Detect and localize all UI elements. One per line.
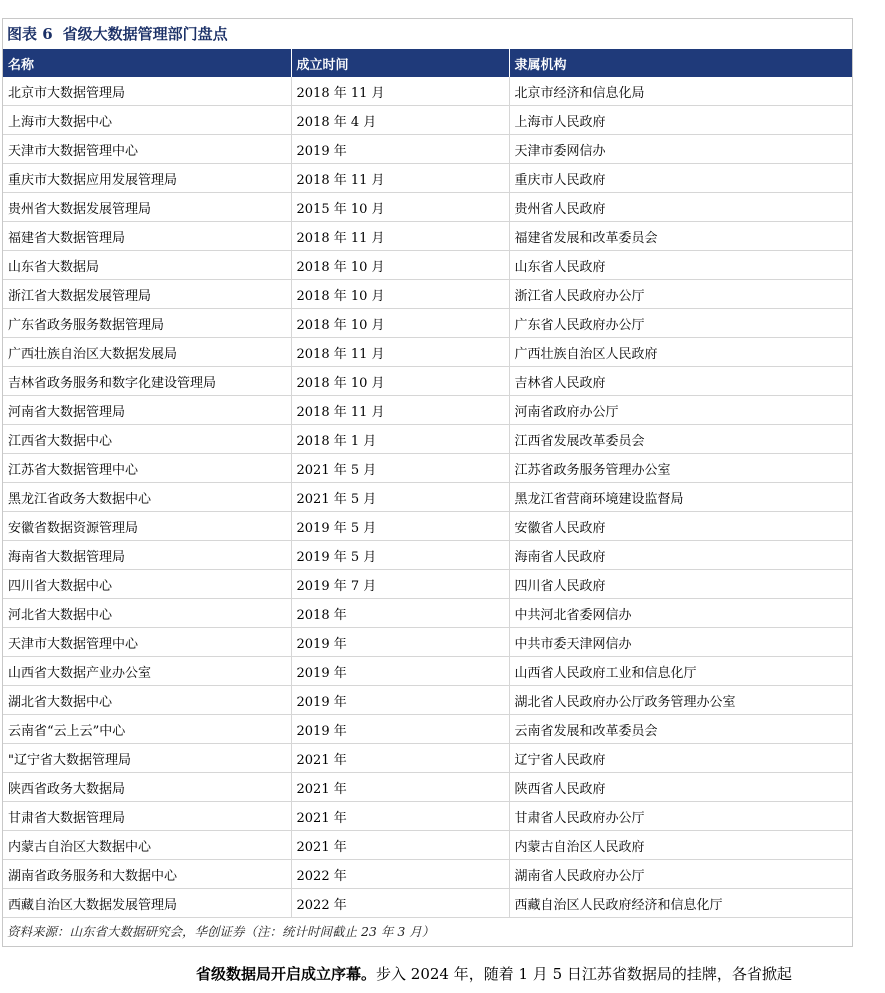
cell-established: 2019 年 bbox=[291, 628, 509, 657]
cell-affiliation: 海南省人民政府 bbox=[509, 541, 852, 570]
table-row bbox=[3, 251, 852, 280]
figure-label: 图表 6 bbox=[7, 25, 53, 43]
cell-affiliation: 中共河北省委网信办 bbox=[509, 599, 852, 628]
cell-affiliation: 山西省人民政府工业和信息化厅 bbox=[509, 657, 852, 686]
source-note: 资料来源：山东省大数据研究会，华创证券（注：统计时间截止 23 年 3 月） bbox=[7, 924, 435, 939]
cell-name: 四川省大数据中心 bbox=[3, 570, 291, 599]
table-row bbox=[3, 280, 852, 309]
table-row bbox=[3, 367, 852, 396]
cell-established: 2018 年 11 月 bbox=[291, 164, 509, 193]
cell-established: 2019 年 bbox=[291, 657, 509, 686]
cell-name: 安徽省数据资源管理局 bbox=[3, 512, 291, 541]
table-row bbox=[3, 483, 852, 512]
cell-name: 陕西省政务大数据局 bbox=[3, 773, 291, 802]
cell-established: 2019 年 bbox=[291, 715, 509, 744]
cell-established: 2022 年 bbox=[291, 860, 509, 889]
cell-affiliation: 河南省政府办公厅 bbox=[509, 396, 852, 425]
cell-affiliation: 山东省人民政府 bbox=[509, 251, 852, 280]
cell-established: 2021 年 bbox=[291, 802, 509, 831]
cell-name: 江西省大数据中心 bbox=[3, 425, 291, 454]
cell-established: 2018 年 11 月 bbox=[291, 338, 509, 367]
cell-affiliation: 黑龙江省营商环境建设监督局 bbox=[509, 483, 852, 512]
cell-name: 黑龙江省政务大数据中心 bbox=[3, 483, 291, 512]
table-row bbox=[3, 744, 852, 773]
cell-affiliation: 江西省发展改革委员会 bbox=[509, 425, 852, 454]
table-row bbox=[3, 106, 852, 135]
cell-name: 福建省大数据管理局 bbox=[3, 222, 291, 251]
cell-established: 2018 年 bbox=[291, 599, 509, 628]
table-row bbox=[3, 309, 852, 338]
cell-affiliation: 广西壮族自治区人民政府 bbox=[509, 338, 852, 367]
cell-affiliation: 安徽省人民政府 bbox=[509, 512, 852, 541]
table-title bbox=[3, 19, 852, 49]
table-row bbox=[3, 570, 852, 599]
cell-name: 湖南省政务服务和大数据中心 bbox=[3, 860, 291, 889]
table-row bbox=[3, 541, 852, 570]
cell-established: 2021 年 bbox=[291, 744, 509, 773]
body-paragraph bbox=[196, 962, 856, 986]
table-row bbox=[3, 77, 852, 106]
cell-name: 天津市大数据管理中心 bbox=[3, 628, 291, 657]
paragraph-text: 步入 2024 年，随着 1 月 5 日江苏省数据局的挂牌，各省掀起 bbox=[376, 965, 792, 983]
cell-name: 西藏自治区大数据发展管理局 bbox=[3, 889, 291, 918]
cell-established: 2018 年 10 月 bbox=[291, 251, 509, 280]
cell-name: 甘肃省大数据管理局 bbox=[3, 802, 291, 831]
table-row bbox=[3, 338, 852, 367]
cell-affiliation: 浙江省人民政府办公厅 bbox=[509, 280, 852, 309]
cell-established: 2021 年 5 月 bbox=[291, 454, 509, 483]
cell-affiliation: 吉林省人民政府 bbox=[509, 367, 852, 396]
table-row bbox=[3, 860, 852, 889]
cell-name: 浙江省大数据发展管理局 bbox=[3, 280, 291, 309]
cell-affiliation: 辽宁省人民政府 bbox=[509, 744, 852, 773]
cell-affiliation: 西藏自治区人民政府经济和信息化厅 bbox=[509, 889, 852, 918]
cell-established: 2021 年 bbox=[291, 773, 509, 802]
cell-name: 天津市大数据管理中心 bbox=[3, 135, 291, 164]
table-row bbox=[3, 222, 852, 251]
cell-affiliation: 陕西省人民政府 bbox=[509, 773, 852, 802]
cell-established: 2019 年 bbox=[291, 135, 509, 164]
header-name: 名称 bbox=[3, 49, 291, 77]
table-row bbox=[3, 831, 852, 860]
cell-name: "辽宁省大数据管理局 bbox=[3, 744, 291, 773]
cell-name: 内蒙古自治区大数据中心 bbox=[3, 831, 291, 860]
cell-name: 湖北省大数据中心 bbox=[3, 686, 291, 715]
cell-established: 2018 年 10 月 bbox=[291, 280, 509, 309]
cell-affiliation: 内蒙古自治区人民政府 bbox=[509, 831, 852, 860]
cell-established: 2019 年 5 月 bbox=[291, 541, 509, 570]
cell-name: 北京市大数据管理局 bbox=[3, 77, 291, 106]
cell-established: 2018 年 1 月 bbox=[291, 425, 509, 454]
cell-name: 江苏省大数据管理中心 bbox=[3, 454, 291, 483]
table-row bbox=[3, 686, 852, 715]
table-panel bbox=[2, 18, 853, 947]
cell-affiliation: 湖南省人民政府办公厅 bbox=[509, 860, 852, 889]
table-row bbox=[3, 396, 852, 425]
cell-name: 河南省大数据管理局 bbox=[3, 396, 291, 425]
cell-established: 2018 年 11 月 bbox=[291, 222, 509, 251]
table-row bbox=[3, 193, 852, 222]
cell-established: 2019 年 5 月 bbox=[291, 512, 509, 541]
cell-established: 2018 年 11 月 bbox=[291, 77, 509, 106]
table-row bbox=[3, 164, 852, 193]
cell-name: 河北省大数据中心 bbox=[3, 599, 291, 628]
data-table bbox=[3, 49, 852, 918]
cell-established: 2019 年 7 月 bbox=[291, 570, 509, 599]
cell-name: 山西省大数据产业办公室 bbox=[3, 657, 291, 686]
paragraph-lead: 省级数据局开启成立序幕。 bbox=[196, 965, 377, 983]
cell-established: 2018 年 10 月 bbox=[291, 367, 509, 396]
table-row bbox=[3, 773, 852, 802]
cell-name: 上海市大数据中心 bbox=[3, 106, 291, 135]
cell-established: 2021 年 bbox=[291, 831, 509, 860]
header-affiliation: 隶属机构 bbox=[509, 49, 852, 77]
table-row bbox=[3, 425, 852, 454]
cell-established: 2015 年 10 月 bbox=[291, 193, 509, 222]
cell-name: 海南省大数据管理局 bbox=[3, 541, 291, 570]
table-row bbox=[3, 802, 852, 831]
cell-established: 2021 年 5 月 bbox=[291, 483, 509, 512]
table-row bbox=[3, 889, 852, 918]
table-row bbox=[3, 512, 852, 541]
table-body bbox=[3, 77, 852, 918]
cell-name: 贵州省大数据发展管理局 bbox=[3, 193, 291, 222]
table-row bbox=[3, 715, 852, 744]
table-row bbox=[3, 454, 852, 483]
cell-name: 广西壮族自治区大数据发展局 bbox=[3, 338, 291, 367]
cell-name: 吉林省政务服务和数字化建设管理局 bbox=[3, 367, 291, 396]
cell-affiliation: 广东省人民政府办公厅 bbox=[509, 309, 852, 338]
cell-established: 2019 年 bbox=[291, 686, 509, 715]
table-header-row bbox=[3, 49, 852, 77]
cell-name: 重庆市大数据应用发展管理局 bbox=[3, 164, 291, 193]
cell-affiliation: 上海市人民政府 bbox=[509, 106, 852, 135]
table-row bbox=[3, 657, 852, 686]
table-row bbox=[3, 599, 852, 628]
cell-name: 云南省“云上云”中心 bbox=[3, 715, 291, 744]
cell-affiliation: 甘肃省人民政府办公厅 bbox=[509, 802, 852, 831]
cell-affiliation: 天津市委网信办 bbox=[509, 135, 852, 164]
cell-established: 2022 年 bbox=[291, 889, 509, 918]
header-established: 成立时间 bbox=[291, 49, 509, 77]
cell-affiliation: 江苏省政务服务管理办公室 bbox=[509, 454, 852, 483]
table-row bbox=[3, 628, 852, 657]
cell-established: 2018 年 4 月 bbox=[291, 106, 509, 135]
cell-name: 山东省大数据局 bbox=[3, 251, 291, 280]
cell-affiliation: 贵州省人民政府 bbox=[509, 193, 852, 222]
cell-established: 2018 年 10 月 bbox=[291, 309, 509, 338]
figure-caption: 省级大数据管理部门盘点 bbox=[62, 25, 228, 43]
cell-affiliation: 中共市委天津网信办 bbox=[509, 628, 852, 657]
cell-affiliation: 四川省人民政府 bbox=[509, 570, 852, 599]
cell-name: 广东省政务服务数据管理局 bbox=[3, 309, 291, 338]
cell-affiliation: 福建省发展和改革委员会 bbox=[509, 222, 852, 251]
cell-affiliation: 湖北省人民政府办公厅政务管理办公室 bbox=[509, 686, 852, 715]
cell-affiliation: 云南省发展和改革委员会 bbox=[509, 715, 852, 744]
cell-affiliation: 重庆市人民政府 bbox=[509, 164, 852, 193]
cell-established: 2018 年 11 月 bbox=[291, 396, 509, 425]
table-row bbox=[3, 135, 852, 164]
cell-affiliation: 北京市经济和信息化局 bbox=[509, 77, 852, 106]
